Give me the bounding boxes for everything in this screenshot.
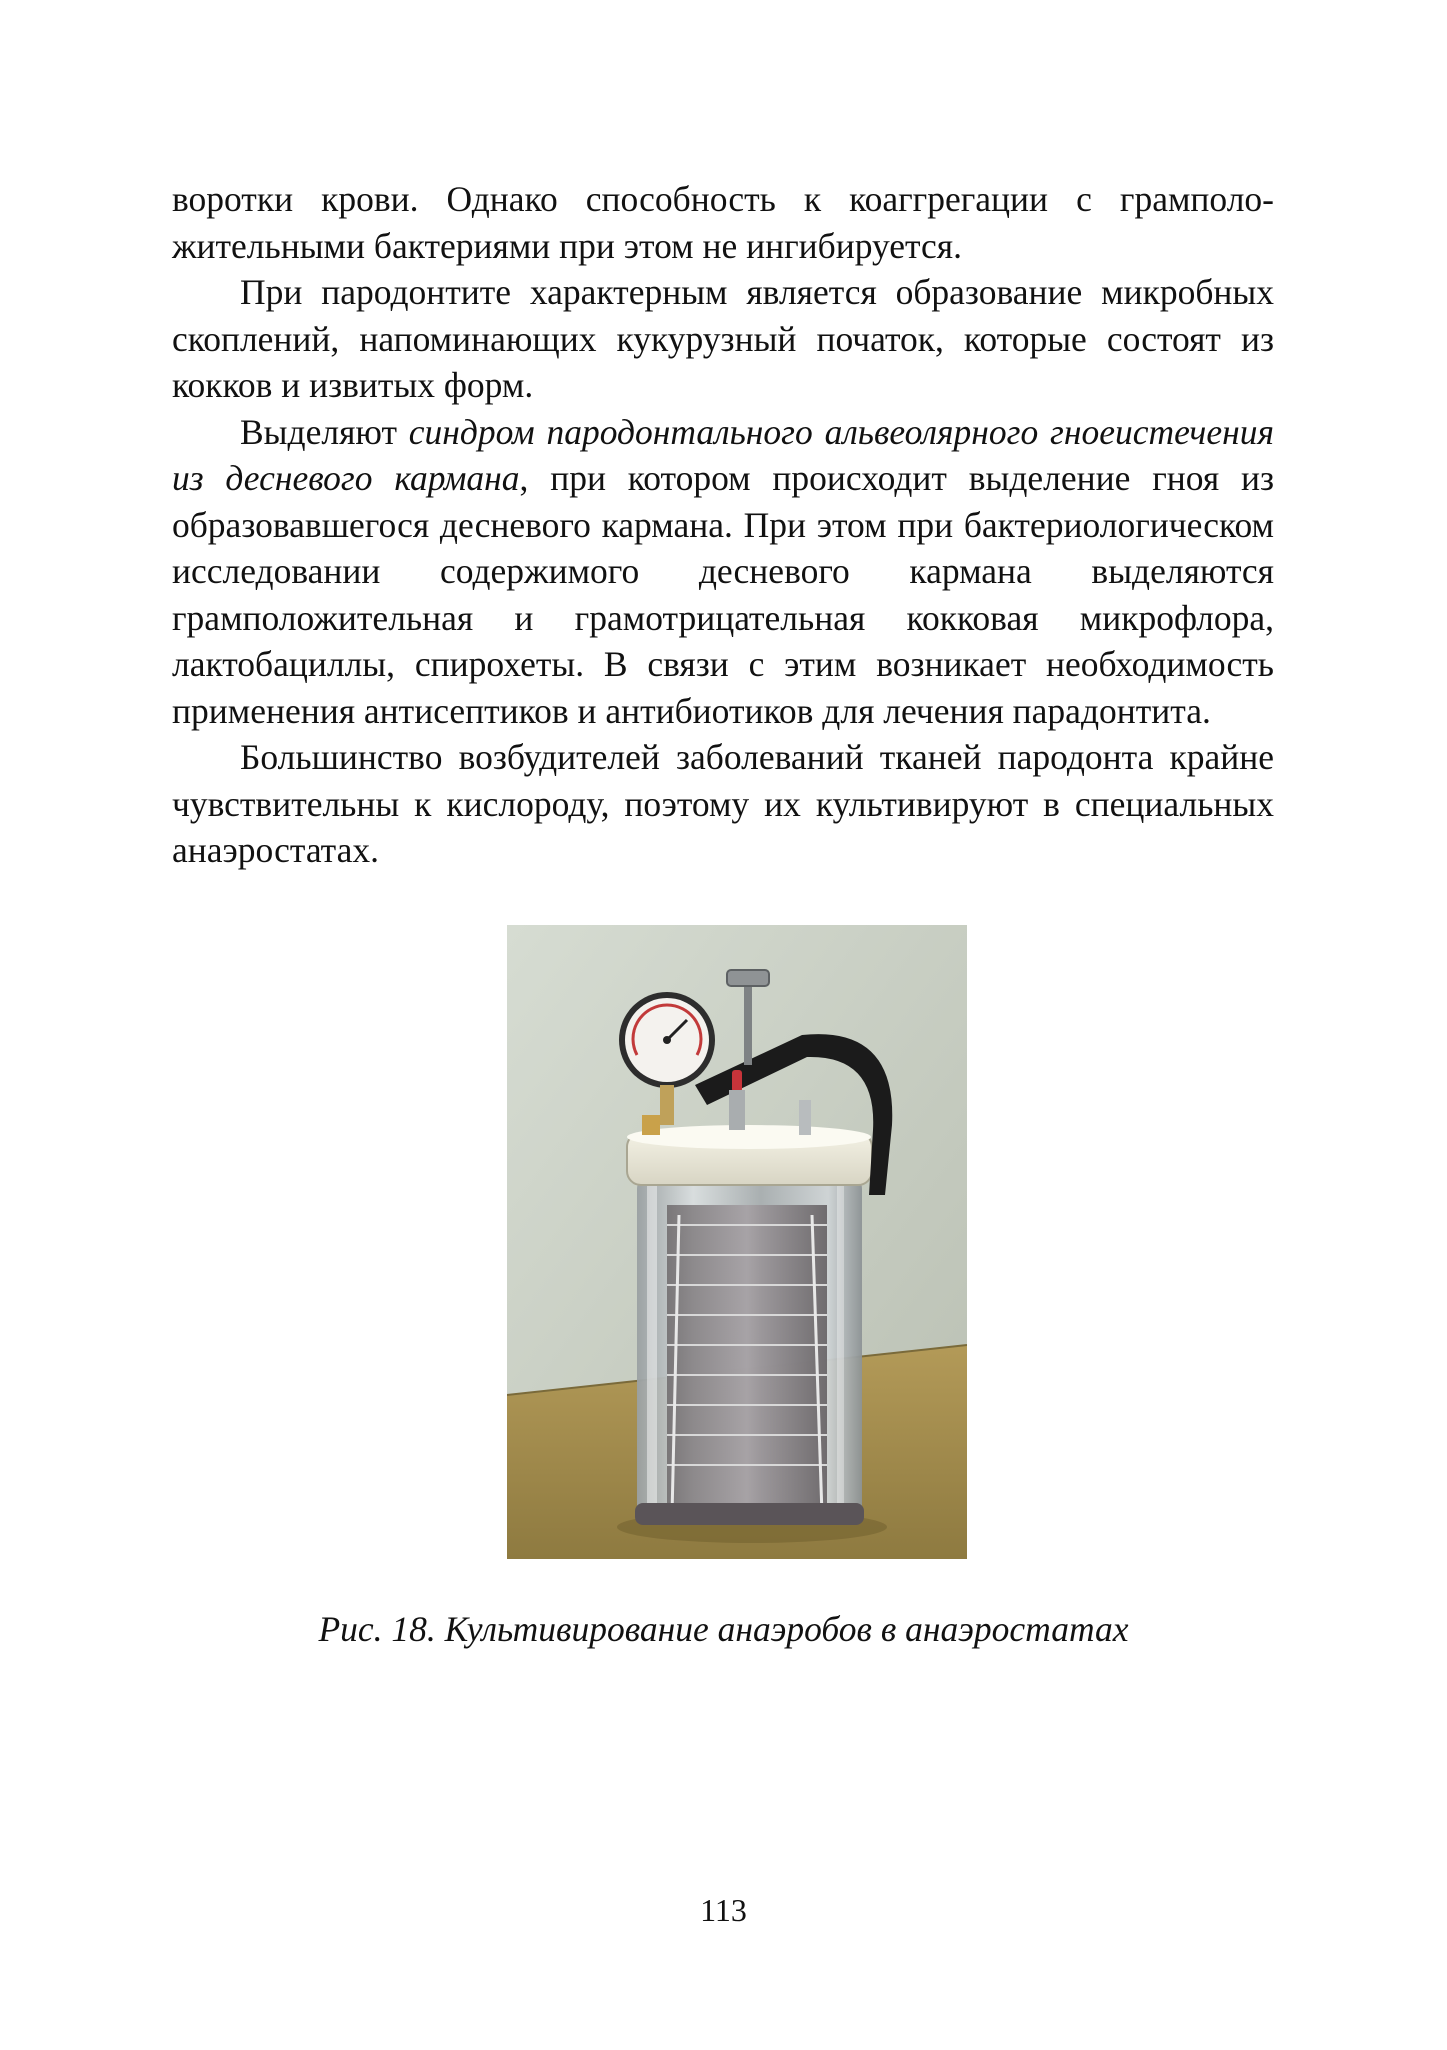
paragraph-2: При пародонтите характерным является образование микробных скоплений, напоминающих кукурузный початок, которые состоят из кокков и извитых форм. <box>172 272 1274 405</box>
paragraph-3 <box>172 409 1274 735</box>
paragraph-3-lead: Выделяют <box>240 411 409 452</box>
paragraph-1: воротки крови. Однако способность к коаггрегации с грамположительными бактериями при этом не ингибируется. <box>172 179 1274 266</box>
page-number: 113 <box>700 1892 747 1928</box>
paragraph-3-rest: , при котором происходит выделение гноя из образовавшегося десневого кармана. При этом при бактериологическом исследовании содержимого десневого кармана выделяются грамположительная и грамотрицательная кокковая микрофлора, лактобациллы, спирохеты. В связи с этим возникает необходимость применения антисептиков и антибиотиков для лечения парадонтита. <box>172 458 1274 731</box>
paragraph-4: Большинство возбудителей заболеваний тканей пародонта крайне чувствительны к кислороду, поэтому их культивируют в специальных анаэростатах. <box>172 737 1274 870</box>
figure-caption: Рис. 18. Культивирование анаэробов в анаэростатах <box>318 1609 1129 1649</box>
italic-term: синдром пародонтального альвеолярного гноеистечения из десневого кармана <box>172 411 1274 498</box>
body-text <box>172 176 1274 874</box>
anaerostat-photo <box>507 925 967 1559</box>
